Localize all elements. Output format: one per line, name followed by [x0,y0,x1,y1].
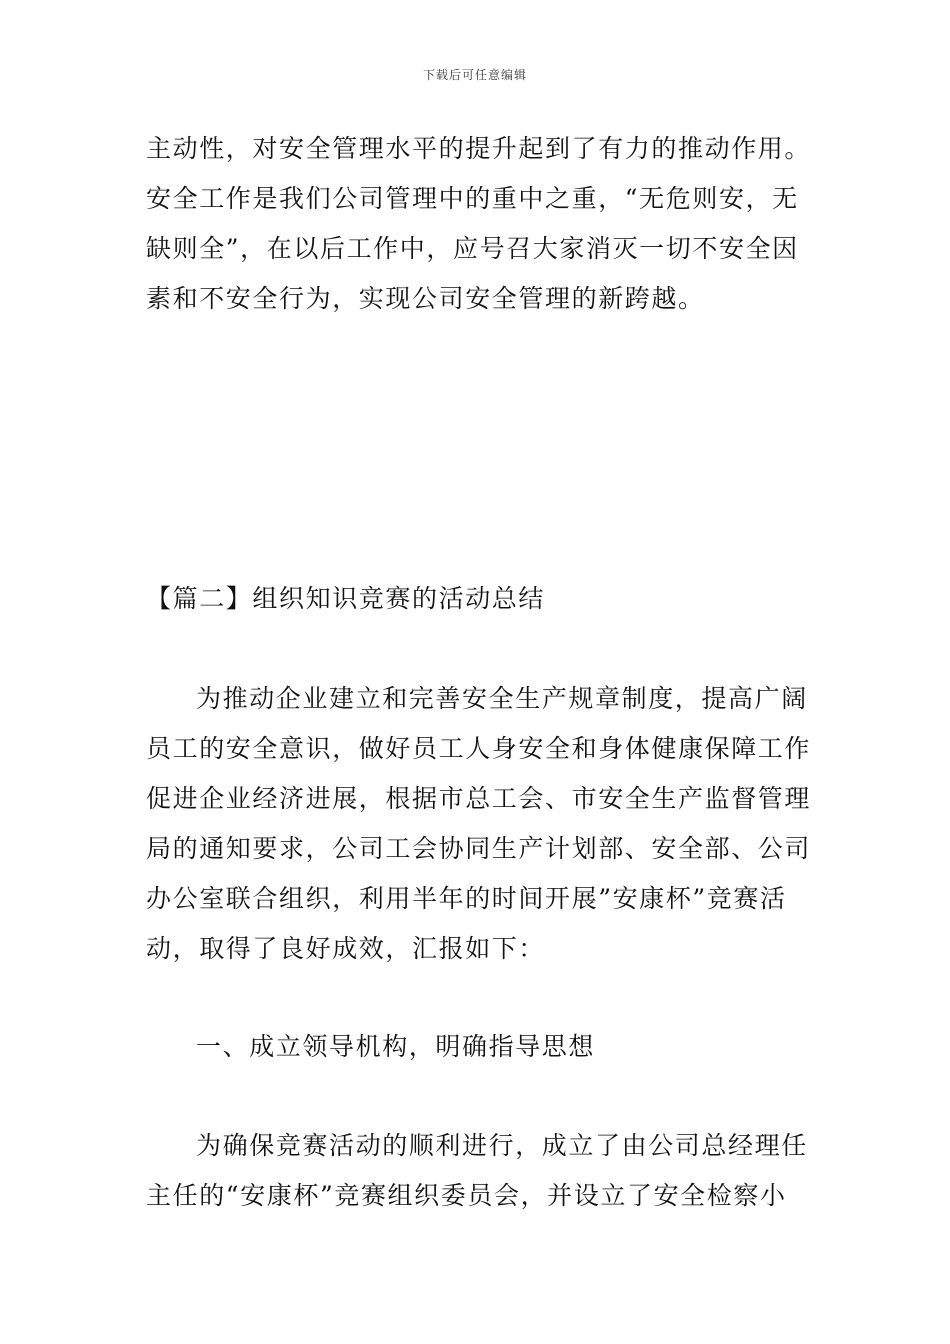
text-line: 主动性，对安全管理水平的提升起到了有力的推动作用。 [146,134,812,163]
subheading: 一、成立领导机构，明确指导思想 [196,1032,596,1061]
text-line: 局的通知要求，公司工会协同生产计划部、安全部、公司 [146,834,812,863]
page-header: 下载后可任意编辑 [422,68,527,82]
text-line: 素和不安全行为，实现公司安全管理的新跨越。 [146,284,705,313]
text-line: 安全工作是我们公司管理中的重中之重，“无危则安，无 [146,184,799,213]
text-line: 主任的“安康杯”竞赛组织委员会，并设立了安全检察小 [146,1181,787,1210]
text-line: 为确保竞赛活动的顺利进行，成立了由公司总经理任 [196,1131,808,1160]
text-line: 员工的安全意识，做好员工人身安全和身体健康保障工作 [146,734,812,763]
text-line: 动，取得了良好成效，汇报如下： [146,934,546,963]
section-title: 【篇二】组织知识竞赛的活动总结 [146,584,546,613]
text-line: 为推动企业建立和完善安全生产规章制度，提高广阔 [196,684,808,713]
text-line: 促进企业经济进展，根据市总工会、市安全生产监督管理 [146,784,812,813]
text-line: 缺则全”，在以后工作中，应号召大家消灭一切不安全因 [146,234,799,263]
text-line: 办公室联合组织，利用半年的时间开展”安康杯”竞赛活 [146,884,787,913]
